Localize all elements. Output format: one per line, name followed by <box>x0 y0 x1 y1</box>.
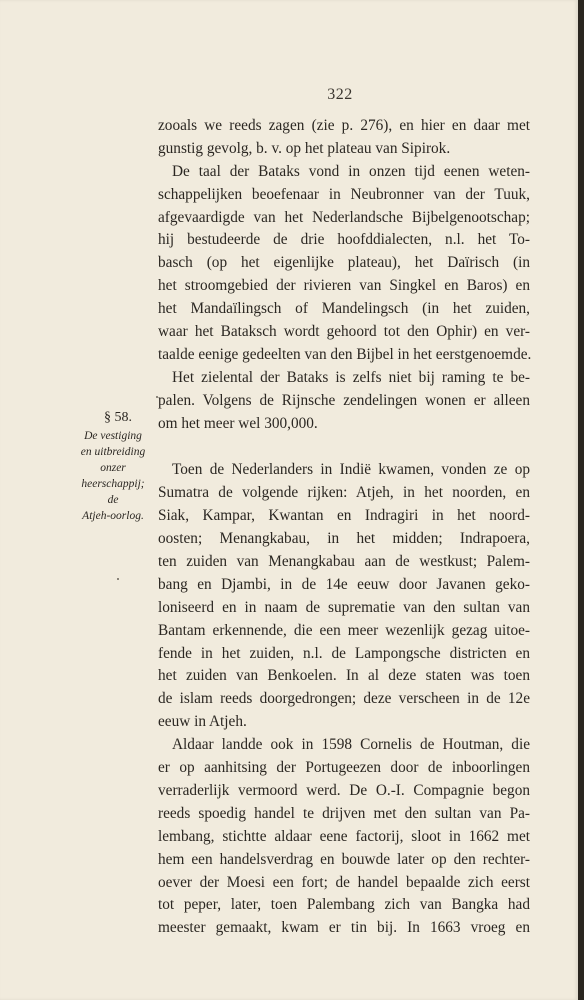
margin-note-line: de <box>107 494 119 506</box>
text-line: zooals we reeds zagen (zie p. 276), en hier en daar met <box>158 117 530 134</box>
text-line: afgevaardigde van het Nederlandsche Bijbelgenootschap; <box>158 208 530 226</box>
text-line: oever der Moesi een fort; de handel bepaalde zich eerst <box>158 873 530 891</box>
text-line: hij bestudeerde de drie hoofddialecten, n.l. het To- <box>158 231 530 249</box>
text-line: Sumatra de volgende rijken: Atjeh, in het noorden, en <box>158 484 530 502</box>
text-line: ten zuiden van Menangkabau aan de westkust; Palem- <box>158 553 530 571</box>
text-line: het zuiden van Benkoelen. In al deze staten was toen <box>158 667 530 685</box>
text-line: meester gemaakt, kwam er tin bij. In 1663 vroeg en <box>158 919 530 937</box>
text-line: er op aanhitsing der Portugeezen door de inboorlingen <box>158 759 530 777</box>
text-line: verraderlijk vermoord werd. De O.-I. Compagnie begon <box>158 781 530 799</box>
text-line: het stroomgebied der rivieren van Singkel en Baros) en <box>158 277 530 295</box>
margin-note-line: heerschappij; <box>81 478 145 490</box>
text-line: reeds spoedig handel te drijven met den sultan van Pa- <box>158 804 530 822</box>
text-line: palen. Volgens de Rijnsche zendelingen wonen er alleen <box>158 391 530 409</box>
margin-note-line: onzer <box>100 462 126 474</box>
text-line: Bantam erkennende, die een meer wezenlijk gezag uitoe- <box>158 621 530 639</box>
body-text <box>158 115 530 940</box>
margin-note-line: Atjeh-oorlog. <box>82 510 144 522</box>
page-edge <box>578 0 584 1000</box>
section-gap <box>158 435 530 459</box>
text-line: De taal der Bataks vond in onzen tijd eenen weten- <box>172 162 530 180</box>
text-line: loniseerd en in naam de suprematie van den sultan van <box>158 598 530 616</box>
paper-speck <box>156 396 158 398</box>
paragraph <box>158 734 530 940</box>
text-line: basch (op het eigenlijke plateau), het Daïrisch (in <box>158 254 530 272</box>
text-line: waar het Bataksch wordt gehoord tot den Ophir) en ver- <box>158 323 530 341</box>
text-line: Toen de Nederlanders in Indië kwamen, vonden ze op <box>172 461 530 479</box>
paragraph <box>158 459 530 734</box>
page-number: 322 <box>327 86 353 103</box>
paragraph <box>158 367 530 436</box>
paragraph <box>158 115 530 161</box>
section-number: § 58. <box>104 410 132 425</box>
text-line: fende in het zuiden, n.l. de Lampongsche districten en <box>158 644 530 662</box>
text-line: om het meer wel 300,000. <box>158 414 318 432</box>
text-line: schappelijken beoefenaar in Neubronner van der Tuuk, <box>158 185 530 203</box>
margin-note-line: De vestiging <box>84 430 142 442</box>
text-line: gunstig gevolg, b. v. op het plateau van Sipirok. <box>158 139 451 157</box>
text-line: taalde eenige gedeelten van den Bijbel in het eerstgenoemde. <box>158 345 532 363</box>
text-line: Aldaar landde ook in 1598 Cornelis de Houtman, die <box>172 736 530 754</box>
paper-speck <box>117 578 119 580</box>
margin-note-line: en uitbreiding <box>80 446 146 458</box>
text-line: Het zielental der Bataks is zelfs niet bij raming te be- <box>172 368 530 386</box>
text-line: hem een handelsverdrag en bouwde later op den rechter- <box>158 850 530 868</box>
text-line: Siak, Kampar, Kwantan en Indragiri in het noord- <box>158 507 530 525</box>
text-line: eeuw in Atjeh. <box>158 713 247 731</box>
text-line: oosten; Menangkabau, in het midden; Indrapoera, <box>158 530 530 548</box>
text-line: lembang, stichtte aldaar eene factorij, sloot in 1662 met <box>158 827 530 845</box>
paragraph <box>158 161 530 367</box>
text-line: het Mandaïlingsch of Mandelingsch (in het zuiden, <box>158 300 530 318</box>
text-line: bang en Djambi, in de 14e eeuw door Javanen geko- <box>158 575 530 593</box>
margin-note <box>70 408 156 524</box>
text-line: tot peper, later, toen Palembang zich van Bangka had <box>158 896 530 914</box>
text-line: de islam reeds doorgedrongen; deze verscheen in de 12e <box>158 690 530 708</box>
